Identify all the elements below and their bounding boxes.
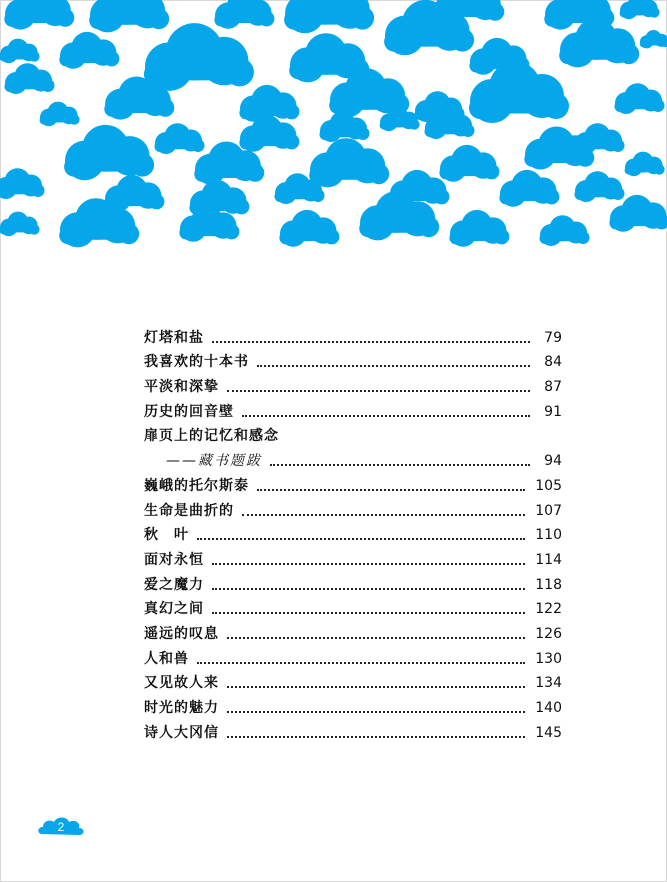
toc-leader-dots [227, 637, 525, 639]
toc-row[interactable] [144, 347, 562, 372]
cloud-shape [4, 0, 74, 30]
cloud-shape [559, 18, 639, 67]
cloud-header-illustration [0, 0, 667, 262]
cloud-shape [609, 195, 667, 232]
toc-leader-dots [227, 686, 525, 688]
toc-page-number: 118 [535, 576, 562, 593]
cloud-shape [615, 83, 665, 114]
toc-title: 生命是曲折的 [144, 502, 234, 519]
toc-title: 又见故人来 [144, 675, 219, 692]
toc-row[interactable] [144, 470, 562, 495]
cloud-shape [439, 145, 499, 182]
toc-title: 平淡和深挚 [144, 379, 219, 396]
cloud-shape [59, 32, 119, 69]
toc-title: 真幻之间 [144, 601, 204, 618]
toc-title: 扉页上的记忆和感念 [144, 428, 279, 445]
toc-page-number: 114 [535, 551, 562, 568]
toc-page-number: 94 [544, 453, 562, 470]
toc-title: 巍峨的托尔斯泰 [144, 477, 249, 494]
cloud-shape [625, 152, 665, 177]
toc-leader-dots [197, 662, 525, 664]
toc-leader-dots [227, 390, 530, 392]
toc-page-number: 134 [535, 675, 562, 692]
toc-leader-dots [270, 464, 530, 466]
cloud-shape [640, 30, 667, 48]
toc-page-number: 79 [544, 329, 562, 346]
cloud-shape [309, 138, 389, 187]
toc-row[interactable] [144, 717, 562, 742]
toc-page-number: 91 [544, 403, 562, 420]
toc-page-number: 130 [535, 650, 562, 667]
toc-leader-dots [227, 736, 525, 738]
toc-page-number: 84 [544, 354, 562, 371]
toc-page-number: 145 [535, 724, 562, 741]
cloud-shape [155, 123, 205, 154]
toc-row[interactable] [144, 692, 562, 717]
toc-leader-dots [197, 538, 525, 540]
toc-leader-dots [212, 588, 525, 590]
toc-row-subtitle[interactable] [144, 445, 562, 470]
toc-subtitle: ——藏书题跋 [166, 453, 262, 470]
toc-title: 我喜欢的十本书 [144, 354, 249, 371]
toc-row[interactable] [144, 322, 562, 347]
cloud-shape [284, 0, 374, 33]
toc-page-number: 110 [535, 527, 562, 544]
cloud-shape [540, 215, 590, 246]
toc-title: 历史的回音壁 [144, 403, 234, 420]
cloud-shape [0, 212, 40, 237]
toc-row[interactable] [144, 569, 562, 594]
toc-leader-dots [257, 365, 530, 367]
toc-leader-dots [212, 563, 525, 565]
toc-page-number: 87 [544, 379, 562, 396]
toc-leader-dots [212, 341, 530, 343]
toc-page-number: 140 [535, 700, 562, 716]
toc-row[interactable] [144, 421, 562, 446]
toc-title: 面对永恒 [144, 551, 204, 568]
toc-title: 时光的魅力 [144, 700, 219, 716]
toc-leader-dots [227, 711, 525, 713]
toc-title: 秋 叶 [144, 527, 189, 544]
cloud-shape [214, 0, 274, 29]
cloud-shape [0, 168, 45, 199]
toc-row[interactable] [144, 495, 562, 520]
cloud-shape [320, 111, 370, 142]
page-number-badge [36, 812, 86, 842]
toc-leader-dots [242, 514, 525, 516]
toc-leader-dots [257, 489, 525, 491]
cloud-shape [0, 39, 40, 64]
toc-page-number: 126 [535, 625, 562, 642]
cloud-shape [104, 175, 164, 212]
toc-title: 诗人大冈信 [144, 724, 219, 741]
toc-row[interactable] [144, 643, 562, 668]
toc-title: 灯塔和盐 [144, 329, 204, 346]
toc-page-number: 122 [535, 601, 562, 618]
toc-title: 遥远的叹息 [144, 625, 219, 642]
cloud-shape [5, 63, 55, 94]
toc-leader-dots [242, 415, 530, 417]
toc-row[interactable] [144, 594, 562, 619]
toc-row[interactable] [144, 396, 562, 421]
cloud-shape [620, 0, 660, 19]
toc-title: 人和兽 [144, 650, 189, 667]
toc-page-number: 107 [535, 502, 562, 519]
toc-leader-dots [212, 612, 525, 614]
cloud-shape [279, 210, 339, 247]
toc-page-number: 105 [535, 477, 562, 494]
cloud-shape [575, 171, 625, 202]
cloud-shape [449, 210, 509, 247]
table-of-contents [144, 322, 562, 742]
cloud-shape [89, 0, 169, 32]
toc-row[interactable] [144, 371, 562, 396]
cloud-shape [144, 23, 254, 91]
toc-row[interactable] [144, 520, 562, 545]
toc-row[interactable] [144, 544, 562, 569]
cloud-shape [40, 102, 80, 127]
toc-title: 爱之魔力 [144, 576, 204, 593]
toc-row[interactable] [144, 668, 562, 693]
toc-row[interactable] [144, 618, 562, 643]
cloud-shape [499, 170, 559, 207]
cloud-shape [64, 125, 154, 180]
page-number: 2 [57, 820, 65, 834]
